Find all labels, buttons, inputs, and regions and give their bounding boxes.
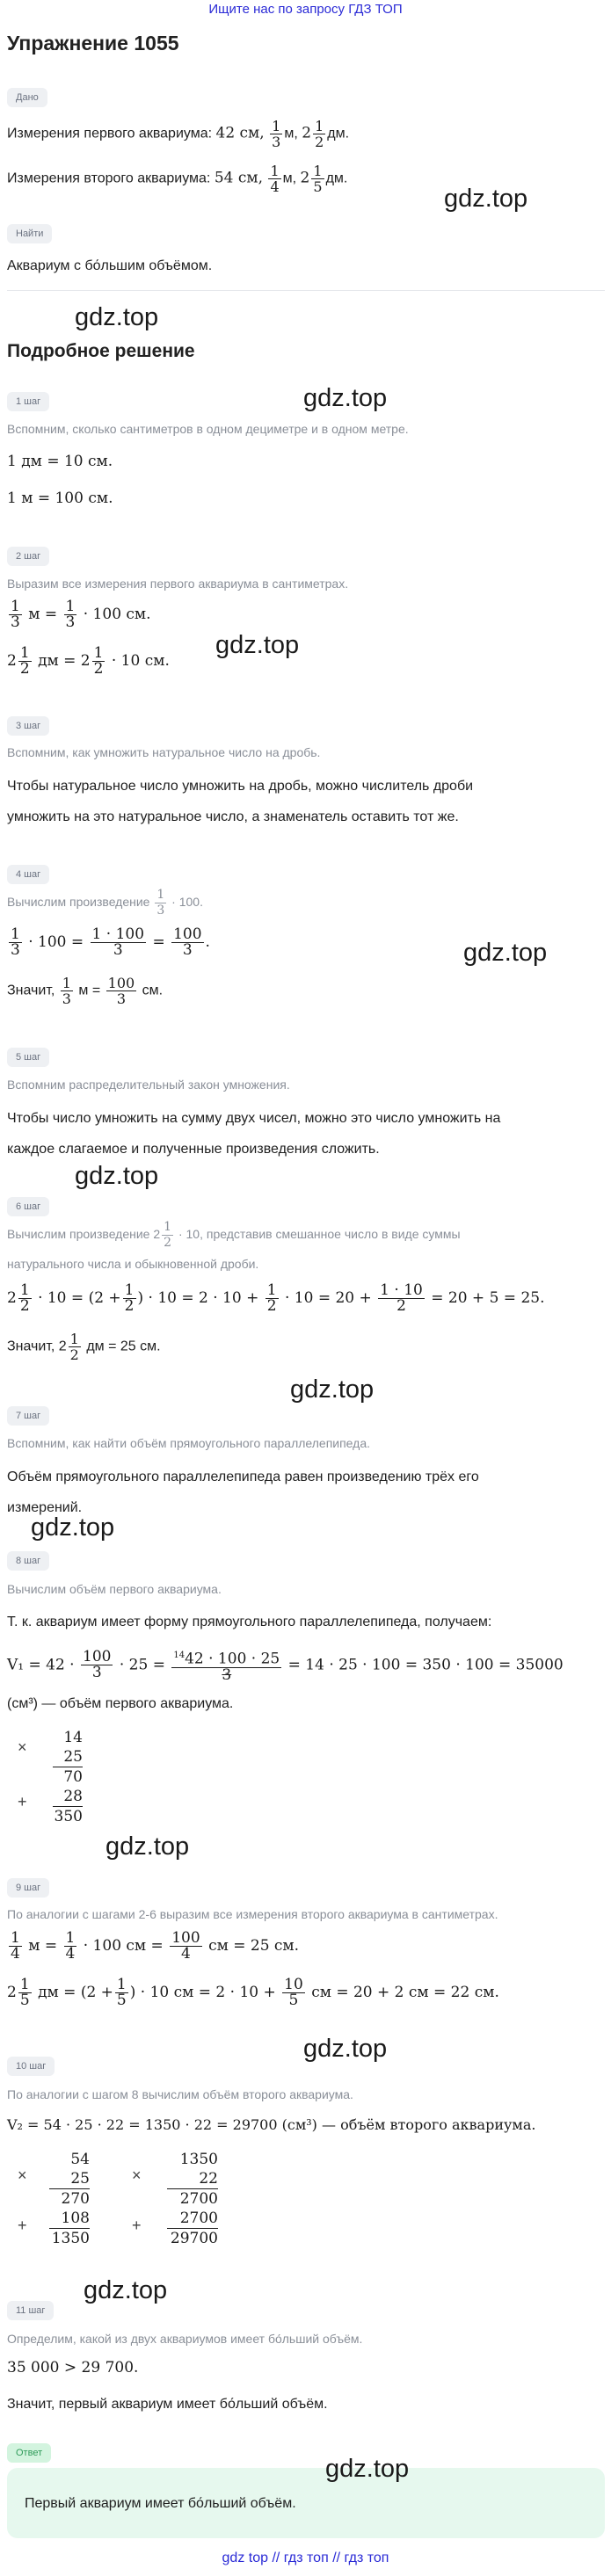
answer-box: [7, 2468, 605, 2538]
math-line: Значит, 2 $\frac{1}{2}$ дм = 25 см.: [7, 1331, 161, 1363]
given-first-line: Измерения первого аквариума: 42 см, $\frac{1}{3}$ м, 2 $\frac{1}{2}$ дм.: [7, 118, 350, 150]
step-badge: 3 шаг: [7, 716, 49, 736]
math-line: $\frac{1}{3}$ м = $\frac{1}{3}$ · 100 см.: [11, 598, 151, 631]
given-badge: Дано: [7, 88, 47, 107]
step-note: Вычислим произведение $\frac{1}{3}$ · 100.: [7, 888, 203, 918]
footer-links[interactable]: gdz top // гдз топ // гдз топ: [222, 2551, 389, 2565]
answer-badge: Ответ: [7, 2443, 51, 2463]
step-note: Вычислим объём первого аквариума.: [7, 1582, 222, 1596]
plus-sign: +: [18, 2217, 27, 2234]
rule-text: Чтобы число умножить на сумму двух чисел, можно это число умножить на: [7, 1111, 501, 1126]
watermark: gdz.top: [303, 2035, 388, 2063]
step-badge: 9 шаг: [7, 1878, 49, 1898]
watermark: gdz.top: [75, 303, 159, 331]
step-badge: 2 шаг: [7, 547, 49, 566]
page-title: Упражнение 1055: [7, 32, 179, 54]
watermark: gdz.top: [325, 2455, 410, 2483]
watermark: gdz.top: [31, 1513, 115, 1542]
watermark: gdz.top: [463, 939, 548, 967]
step-note: Выразим все измерения первого аквариума в сантиметрах.: [7, 577, 349, 591]
rule-text: Чтобы натуральное число умножить на дробь, можно числитель дроби: [7, 779, 474, 794]
column-multiplication: 14 25 70 28 350: [54, 1729, 83, 1825]
step-note: Вспомним, как найти объём прямоугольного параллелепипеда.: [7, 1436, 371, 1450]
math-line: 2 $\frac{1}{2}$ дм = 2 $\frac{1}{2}$ · 10 см.: [7, 644, 170, 678]
volume-1-unit: (см³) — объём первого аквариума.: [7, 1696, 234, 1711]
math-line: 2 $\frac{1}{5}$ дм = (2 + $\frac{1}{5}$ ) · 10 см = 2 · 10 + $\frac{10}{5}$ см = 20 + 2 см = 22 см.: [7, 1976, 499, 2009]
multiply-sign: ×: [18, 1738, 27, 1756]
step-note: По аналогии с шагами 2-6 выразим все измерения второго аквариума в сантиметрах.: [7, 1907, 498, 1921]
step-note: Вспомним, сколько сантиметров в одном дециметре и в одном метре.: [7, 422, 409, 436]
step-badge: 8 шаг: [7, 1551, 49, 1571]
watermark: gdz.top: [215, 631, 300, 659]
given-second-line: Измерения второго аквариума: 54 см, $\frac{1}{4}$ м, 2 $\frac{1}{5}$ дм.: [7, 163, 348, 195]
step-badge: 11 шаг: [7, 2301, 54, 2320]
step-note: Определим, какой из двух аквариумов имеет бо́льший объём.: [7, 2332, 363, 2346]
rule-text: измерений.: [7, 1500, 83, 1515]
column-multiplication: 1350 22 2700 2700 29700: [167, 2150, 218, 2248]
solution-title: Подробное решение: [7, 341, 195, 361]
math-line: Значит, $\frac{1}{3}$ м = $\frac{100}{3}$ см.: [7, 975, 164, 1007]
volume-1-formula: V₁ = 42 · $\frac{100}{3}$ · 25 = $\frac{^{14}42 \cdot 100 \cdot 25}{3}$ = 14 · 25 · 100 = 350 · 100 = 35000: [7, 1648, 564, 1684]
watermark: gdz.top: [84, 2276, 168, 2304]
watermark: gdz.top: [75, 1162, 159, 1190]
step-note: По аналогии с шагом 8 вычислим объём второго аквариума.: [7, 2087, 353, 2101]
math-line: $\frac{1}{4}$ м = $\frac{1}{4}$ · 100 см = $\frac{100}{4}$ см = 25 см.: [11, 1929, 300, 1963]
step-badge: 1 шаг: [7, 392, 49, 411]
answer-text: Первый аквариум имеет бо́льший объём.: [25, 2496, 296, 2511]
multiply-sign: ×: [132, 2166, 142, 2184]
step-note: Вычислим произведение 2 $\frac{1}{2}$ · 10, представив смешанное число в виде суммы: [7, 1220, 461, 1250]
column-multiplication: 54 25 270 108 1350: [49, 2150, 90, 2248]
step-badge: 6 шаг: [7, 1197, 49, 1216]
volume-2-formula: V₂ = 54 · 25 · 22 = 1350 · 22 = 29700 (см³) — объём второго аквариума.: [7, 2116, 536, 2133]
plus-sign: +: [18, 1793, 27, 1810]
step-note: натурального числа и обыкновенной дроби.: [7, 1257, 259, 1271]
watermark: gdz.top: [290, 1375, 375, 1404]
watermark: gdz.top: [303, 384, 388, 412]
math-line: $\frac{1}{3}$ · 100 = $\frac{1 \cdot 100}{3}$ = $\frac{100}{3}$ .: [11, 925, 210, 959]
step-badge: 4 шаг: [7, 865, 49, 884]
conclusion: Значит, первый аквариум имеет бо́льший объём.: [7, 2397, 328, 2412]
comparison: 35 000 > 29 700.: [7, 2359, 139, 2376]
watermark: gdz.top: [105, 1832, 190, 1861]
step-text: Т. к. аквариум имеет форму прямоугольного параллелепипеда, получаем:: [7, 1615, 492, 1629]
watermark: gdz.top: [444, 185, 528, 213]
step-badge: 10 шаг: [7, 2057, 55, 2076]
step-note: Вспомним распределительный закон умножения.: [7, 1078, 290, 1092]
find-badge: Найти: [7, 224, 52, 243]
top-banner[interactable]: Ищите нас по запросу ГДЗ ТОП: [208, 2, 403, 17]
rule-text: каждое слагаемое и полученные произведения сложить.: [7, 1142, 380, 1157]
rule-text: умножить на это натуральное число, а знаменатель оставить тот же.: [7, 809, 459, 824]
rule-text: Объём прямоугольного параллелепипеда равен произведению трёх его: [7, 1469, 479, 1484]
multiply-sign: ×: [18, 2166, 27, 2184]
step-badge: 5 шаг: [7, 1048, 49, 1067]
plus-sign: +: [132, 2217, 142, 2234]
math-line: 1 дм = 10 см.: [7, 453, 113, 470]
step-note: Вспомним, как умножить натуральное число на дробь.: [7, 745, 321, 759]
divider: [7, 290, 605, 291]
step-badge: 7 шаг: [7, 1406, 49, 1426]
math-line: 2 $\frac{1}{2}$ · 10 = (2 + $\frac{1}{2}$ ) · 10 = 2 · 10 + $\frac{1}{2}$ · 10 = 20 + $\frac{1 \cdot 10}{2}$ = 20 + 5 = 25.: [7, 1281, 545, 1315]
math-line: 1 м = 100 см.: [7, 490, 113, 507]
find-text: Аквариум с бо́льшим объёмом.: [7, 258, 213, 273]
